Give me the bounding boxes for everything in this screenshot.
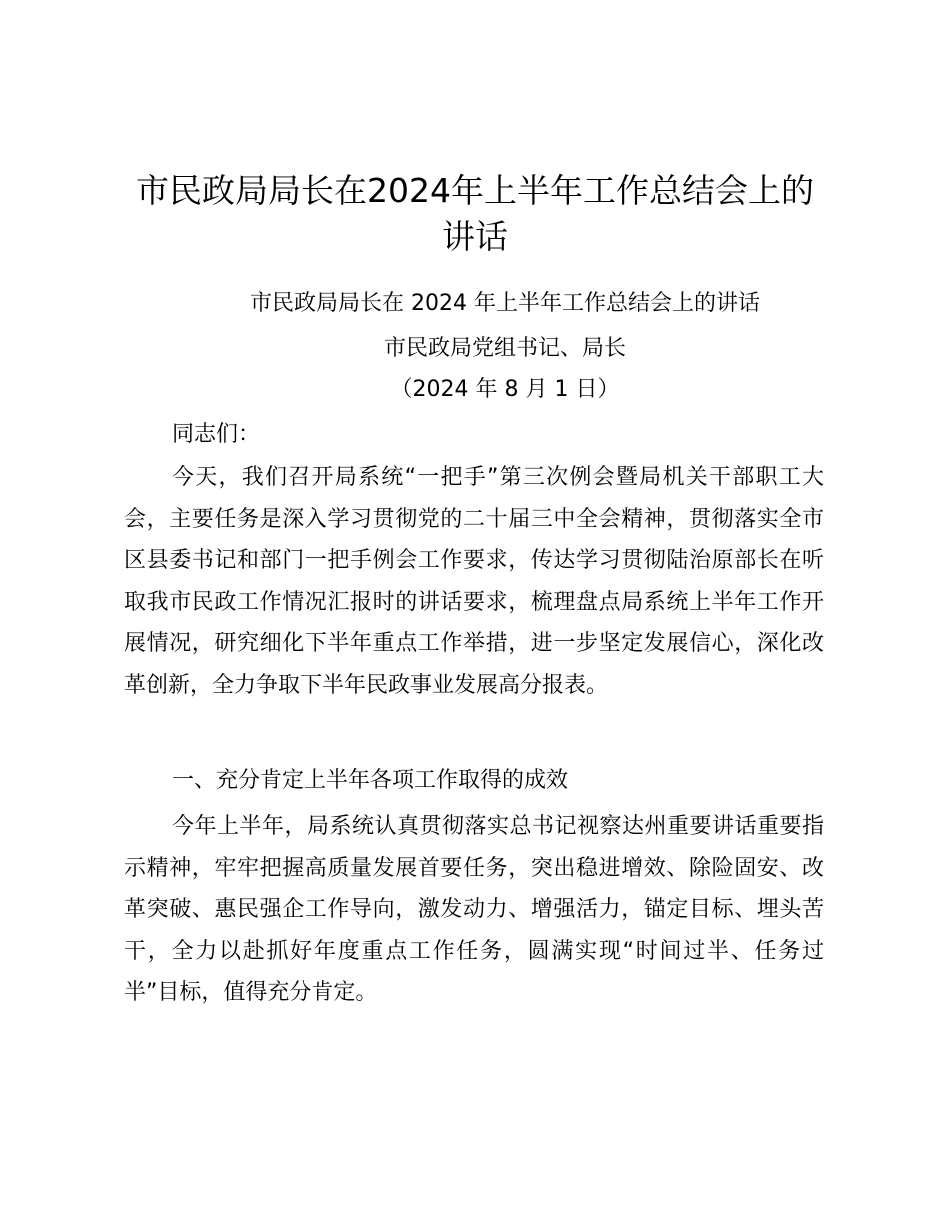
document-subtitle: 市民政局局长在 2024 年上半年工作总结会上的讲话 — [250, 291, 760, 316]
paragraph-achievements: 今年上半年，局系统认真贯彻落实总书记视察达州重要讲话重要指示精神，牢牢把握高质量发展首要任务，突出稳进增效、除险固安、改革突破、惠民强企工作导向，激发动力、增强活力，锚定目标、埋头苦干，全力以赴抓好年度重点工作任务，圆满实现“时间过半、任务过半”目标，值得充分肯定。 — [124, 814, 824, 1005]
document-author: 市民政局党组书记、局长 — [383, 336, 626, 361]
section-heading-1: 一、充分肯定上半年各项工作取得的成效 — [172, 768, 569, 793]
document-date: （2024 年 8 月 1 日） — [390, 377, 620, 402]
document-title: 市民政局局长在2024年上半年工作总结会上的讲话 — [136, 171, 814, 256]
greeting: 同志们： — [172, 422, 261, 447]
paragraph-intro: 今天，我们召开局系统“一把手”第三次例会暨局机关干部职工大会，主要任务是深入学习贯彻党的二十届三中全会精神，贯彻落实全市区县委书记和部门一把手例会工作要求，传达学习贯彻陆治原部长在听取我市民政工作情况汇报时的讲话要求，梳理盘点局系统上半年工作开展情况，研究细化下半年重点工作举措，进一步坚定发展信心，深化改革创新，全力争取下半年民政事业发展高分报表。 — [124, 465, 824, 698]
